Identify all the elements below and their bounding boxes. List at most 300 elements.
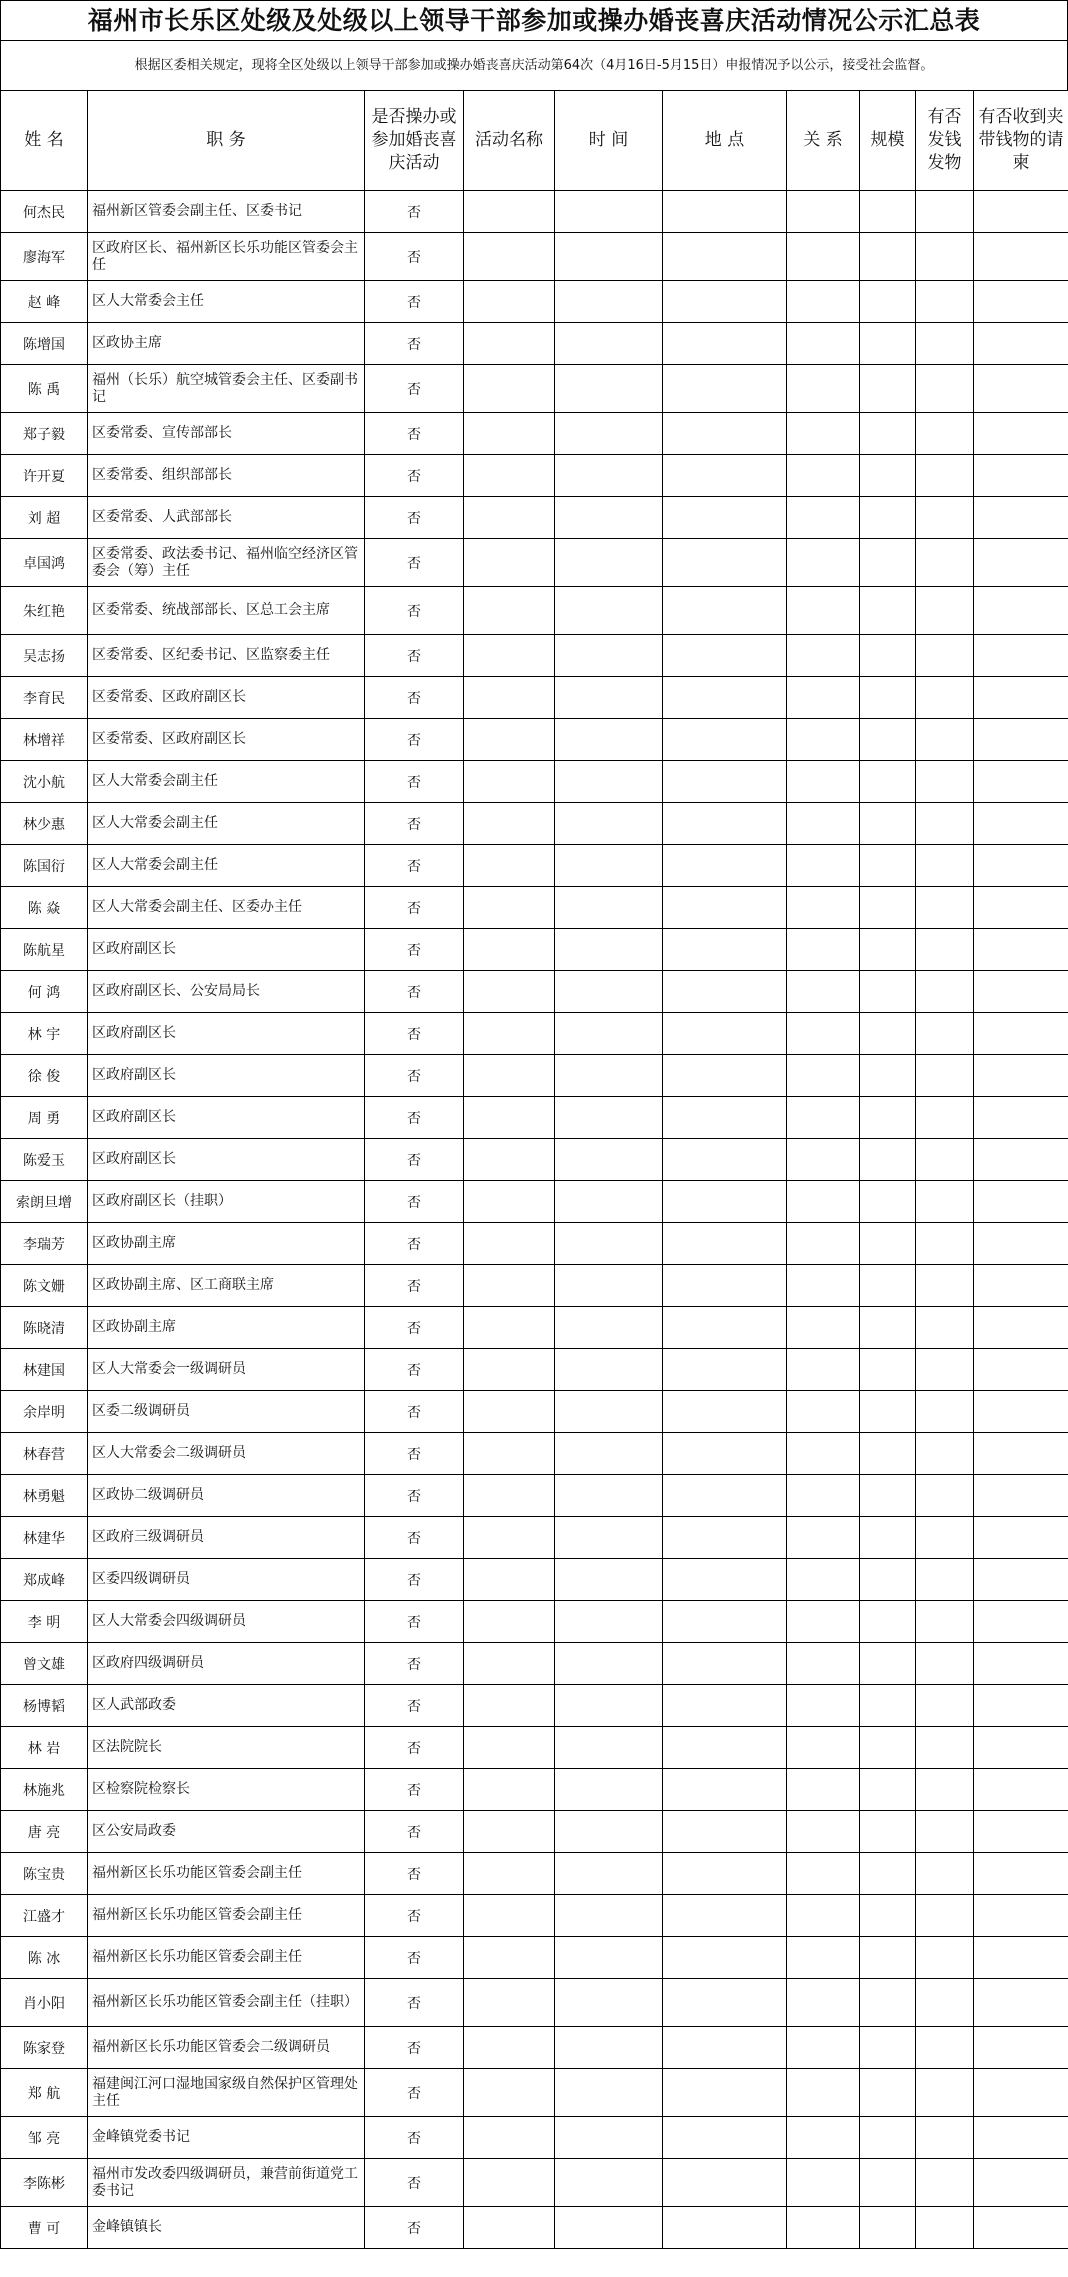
activity-name-cell	[464, 2069, 555, 2117]
header-relation: 关 系	[787, 91, 860, 191]
table-row	[1, 1139, 1068, 1181]
scale-cell	[860, 1727, 916, 1769]
position-cell: 福州（长乐）航空城管委会主任、区委副书记	[88, 365, 365, 413]
time-cell	[555, 1475, 663, 1517]
activity-name-cell	[464, 1811, 555, 1853]
header-invitation-money: 有否收到夹带钱物的请柬	[974, 91, 1068, 191]
header-gifts: 有否发钱发物	[916, 91, 974, 191]
location-cell	[663, 1559, 787, 1601]
location-cell	[663, 1181, 787, 1223]
time-cell	[555, 1937, 663, 1979]
gifts-cell	[916, 635, 974, 677]
table-row	[1, 2027, 1068, 2069]
invitation-money-cell	[974, 719, 1068, 761]
location-cell	[663, 2159, 787, 2207]
time-cell	[555, 191, 663, 233]
participation-status-cell: 否	[365, 497, 464, 539]
invitation-money-cell	[974, 845, 1068, 887]
time-cell	[555, 1013, 663, 1055]
invitation-money-cell	[974, 887, 1068, 929]
gifts-cell	[916, 1601, 974, 1643]
position-cell: 福州市发改委四级调研员，兼营前街道党工委书记	[88, 2159, 365, 2207]
table-row	[1, 1601, 1068, 1643]
scale-cell	[860, 1769, 916, 1811]
participation-status-cell: 否	[365, 1853, 464, 1895]
time-cell	[555, 1307, 663, 1349]
scale-cell	[860, 1979, 916, 2027]
header-participated: 是否操办或参加婚丧喜庆活动	[365, 91, 464, 191]
position-cell: 区人大常委会二级调研员	[88, 1433, 365, 1475]
person-name-cell: 廖海军	[1, 233, 88, 281]
scale-cell	[860, 281, 916, 323]
position-cell: 区委常委、区政府副区长	[88, 719, 365, 761]
relation-cell	[787, 413, 860, 455]
time-cell	[555, 2069, 663, 2117]
gifts-cell	[916, 1517, 974, 1559]
participation-status-cell: 否	[365, 281, 464, 323]
time-cell	[555, 971, 663, 1013]
scale-cell	[860, 1685, 916, 1727]
invitation-money-cell	[974, 929, 1068, 971]
scale-cell	[860, 1223, 916, 1265]
relation-cell	[787, 1559, 860, 1601]
gifts-cell	[916, 887, 974, 929]
participation-status-cell: 否	[365, 1265, 464, 1307]
position-cell: 区政府副区长	[88, 1013, 365, 1055]
gifts-cell	[916, 1013, 974, 1055]
activity-name-cell	[464, 233, 555, 281]
invitation-money-cell	[974, 1055, 1068, 1097]
location-cell	[663, 455, 787, 497]
time-cell	[555, 1139, 663, 1181]
gifts-cell	[916, 1937, 974, 1979]
location-cell	[663, 971, 787, 1013]
location-cell	[663, 497, 787, 539]
participation-status-cell: 否	[365, 845, 464, 887]
document-title: 福州市长乐区处级及处级以上领导干部参加或操办婚丧喜庆活动情况公示汇总表	[0, 0, 1068, 40]
table-row	[1, 323, 1068, 365]
location-cell	[663, 929, 787, 971]
position-cell: 区委四级调研员	[88, 1559, 365, 1601]
activity-name-cell	[464, 719, 555, 761]
time-cell	[555, 1181, 663, 1223]
activity-name-cell	[464, 539, 555, 587]
participation-status-cell: 否	[365, 1769, 464, 1811]
participation-status-cell: 否	[365, 1937, 464, 1979]
relation-cell	[787, 365, 860, 413]
time-cell	[555, 281, 663, 323]
invitation-money-cell	[974, 1895, 1068, 1937]
invitation-money-cell	[974, 365, 1068, 413]
scale-cell	[860, 1643, 916, 1685]
scale-cell	[860, 365, 916, 413]
invitation-money-cell	[974, 413, 1068, 455]
relation-cell	[787, 845, 860, 887]
person-name-cell: 邹 亮	[1, 2117, 88, 2159]
table-body	[1, 191, 1068, 2249]
relation-cell	[787, 677, 860, 719]
invitation-money-cell	[974, 677, 1068, 719]
location-cell	[663, 1013, 787, 1055]
position-cell: 区人大常委会副主任	[88, 761, 365, 803]
scale-cell	[860, 929, 916, 971]
participation-status-cell: 否	[365, 1097, 464, 1139]
activity-name-cell	[464, 1349, 555, 1391]
gifts-cell	[916, 2069, 974, 2117]
relation-cell	[787, 2207, 860, 2249]
table-row	[1, 365, 1068, 413]
relation-cell	[787, 2027, 860, 2069]
gifts-cell	[916, 1895, 974, 1937]
relation-cell	[787, 1055, 860, 1097]
scale-cell	[860, 2207, 916, 2249]
gifts-cell	[916, 971, 974, 1013]
person-name-cell: 郑子毅	[1, 413, 88, 455]
relation-cell	[787, 455, 860, 497]
time-cell	[555, 1643, 663, 1685]
invitation-money-cell	[974, 803, 1068, 845]
participation-status-cell: 否	[365, 1643, 464, 1685]
gifts-cell	[916, 1307, 974, 1349]
gifts-cell	[916, 677, 974, 719]
relation-cell	[787, 1097, 860, 1139]
person-name-cell: 徐 俊	[1, 1055, 88, 1097]
position-cell: 福州新区长乐功能区管委会副主任	[88, 1853, 365, 1895]
summary-table	[0, 90, 1068, 2249]
activity-name-cell	[464, 2159, 555, 2207]
person-name-cell: 林 岩	[1, 1727, 88, 1769]
relation-cell	[787, 803, 860, 845]
time-cell	[555, 497, 663, 539]
scale-cell	[860, 845, 916, 887]
table-row	[1, 1013, 1068, 1055]
scale-cell	[860, 1055, 916, 1097]
position-cell: 区法院院长	[88, 1727, 365, 1769]
table-row	[1, 539, 1068, 587]
participation-status-cell: 否	[365, 1013, 464, 1055]
invitation-money-cell	[974, 635, 1068, 677]
relation-cell	[787, 2117, 860, 2159]
time-cell	[555, 587, 663, 635]
relation-cell	[787, 2069, 860, 2117]
relation-cell	[787, 1349, 860, 1391]
time-cell	[555, 455, 663, 497]
relation-cell	[787, 539, 860, 587]
notice-text: 根据区委相关规定，现将全区处级以上领导干部参加或操办婚丧喜庆活动第64次（4月16日-5月15日）申报情况予以公示，接受社会监督。	[0, 40, 1068, 90]
position-cell: 区委常委、区政府副区长	[88, 677, 365, 719]
position-cell: 区检察院检察长	[88, 1769, 365, 1811]
location-cell	[663, 1811, 787, 1853]
scale-cell	[860, 413, 916, 455]
gifts-cell	[916, 1643, 974, 1685]
activity-name-cell	[464, 971, 555, 1013]
activity-name-cell	[464, 365, 555, 413]
invitation-money-cell	[974, 1391, 1068, 1433]
scale-cell	[860, 887, 916, 929]
table-row	[1, 803, 1068, 845]
header-activity-name: 活动名称	[464, 91, 555, 191]
location-cell	[663, 1475, 787, 1517]
relation-cell	[787, 281, 860, 323]
scale-cell	[860, 1811, 916, 1853]
person-name-cell: 曾文雄	[1, 1643, 88, 1685]
invitation-money-cell	[974, 1433, 1068, 1475]
invitation-money-cell	[974, 1349, 1068, 1391]
time-cell	[555, 1979, 663, 2027]
gifts-cell	[916, 281, 974, 323]
position-cell: 区委二级调研员	[88, 1391, 365, 1433]
invitation-money-cell	[974, 2159, 1068, 2207]
scale-cell	[860, 455, 916, 497]
location-cell	[663, 1769, 787, 1811]
activity-name-cell	[464, 1265, 555, 1307]
location-cell	[663, 845, 787, 887]
relation-cell	[787, 1013, 860, 1055]
table-row	[1, 2159, 1068, 2207]
person-name-cell: 吴志扬	[1, 635, 88, 677]
person-name-cell: 陈宝贵	[1, 1853, 88, 1895]
person-name-cell: 朱红艳	[1, 587, 88, 635]
location-cell	[663, 1139, 787, 1181]
invitation-money-cell	[974, 1559, 1068, 1601]
participation-status-cell: 否	[365, 1601, 464, 1643]
relation-cell	[787, 323, 860, 365]
person-name-cell: 陈家登	[1, 2027, 88, 2069]
person-name-cell: 何 鸿	[1, 971, 88, 1013]
scale-cell	[860, 1097, 916, 1139]
participation-status-cell: 否	[365, 1517, 464, 1559]
gifts-cell	[916, 455, 974, 497]
scale-cell	[860, 1895, 916, 1937]
gifts-cell	[916, 1475, 974, 1517]
person-name-cell: 李瑞芳	[1, 1223, 88, 1265]
relation-cell	[787, 1223, 860, 1265]
position-cell: 区政府副区长、公安局局长	[88, 971, 365, 1013]
position-cell: 区政协副主席、区工商联主席	[88, 1265, 365, 1307]
gifts-cell	[916, 1559, 974, 1601]
relation-cell	[787, 587, 860, 635]
time-cell	[555, 2027, 663, 2069]
location-cell	[663, 2117, 787, 2159]
scale-cell	[860, 539, 916, 587]
scale-cell	[860, 1139, 916, 1181]
position-cell: 区人大常委会四级调研员	[88, 1601, 365, 1643]
activity-name-cell	[464, 413, 555, 455]
header-name: 姓 名	[1, 91, 88, 191]
activity-name-cell	[464, 1559, 555, 1601]
relation-cell	[787, 1853, 860, 1895]
location-cell	[663, 587, 787, 635]
location-cell	[663, 281, 787, 323]
participation-status-cell: 否	[365, 677, 464, 719]
activity-name-cell	[464, 803, 555, 845]
person-name-cell: 唐 亮	[1, 1811, 88, 1853]
position-cell: 区人大常委会主任	[88, 281, 365, 323]
gifts-cell	[916, 191, 974, 233]
person-name-cell: 林 宇	[1, 1013, 88, 1055]
table-row	[1, 761, 1068, 803]
position-cell: 区委常委、组织部部长	[88, 455, 365, 497]
invitation-money-cell	[974, 2207, 1068, 2249]
participation-status-cell: 否	[365, 1349, 464, 1391]
person-name-cell: 林增祥	[1, 719, 88, 761]
location-cell	[663, 413, 787, 455]
location-cell	[663, 2027, 787, 2069]
table-row	[1, 233, 1068, 281]
person-name-cell: 林勇魁	[1, 1475, 88, 1517]
time-cell	[555, 761, 663, 803]
position-cell: 区委常委、人武部部长	[88, 497, 365, 539]
person-name-cell: 林少惠	[1, 803, 88, 845]
location-cell	[663, 2207, 787, 2249]
gifts-cell	[916, 1181, 974, 1223]
time-cell	[555, 1853, 663, 1895]
location-cell	[663, 1643, 787, 1685]
activity-name-cell	[464, 2117, 555, 2159]
scale-cell	[860, 1391, 916, 1433]
gifts-cell	[916, 2117, 974, 2159]
scale-cell	[860, 719, 916, 761]
position-cell: 区委常委、统战部部长、区总工会主席	[88, 587, 365, 635]
time-cell	[555, 1223, 663, 1265]
location-cell	[663, 719, 787, 761]
time-cell	[555, 1895, 663, 1937]
activity-name-cell	[464, 1517, 555, 1559]
time-cell	[555, 1769, 663, 1811]
activity-name-cell	[464, 845, 555, 887]
scale-cell	[860, 1559, 916, 1601]
person-name-cell: 陈爱玉	[1, 1139, 88, 1181]
time-cell	[555, 1685, 663, 1727]
gifts-cell	[916, 929, 974, 971]
relation-cell	[787, 1895, 860, 1937]
position-cell: 区政府四级调研员	[88, 1643, 365, 1685]
person-name-cell: 何杰民	[1, 191, 88, 233]
table-row	[1, 1559, 1068, 1601]
participation-status-cell: 否	[365, 1223, 464, 1265]
time-cell	[555, 1727, 663, 1769]
person-name-cell: 林春营	[1, 1433, 88, 1475]
relation-cell	[787, 1643, 860, 1685]
relation-cell	[787, 929, 860, 971]
position-cell: 区公安局政委	[88, 1811, 365, 1853]
gifts-cell	[916, 761, 974, 803]
gifts-cell	[916, 587, 974, 635]
relation-cell	[787, 1139, 860, 1181]
activity-name-cell	[464, 455, 555, 497]
time-cell	[555, 1517, 663, 1559]
location-cell	[663, 803, 787, 845]
person-name-cell: 陈晓清	[1, 1307, 88, 1349]
table-row	[1, 1097, 1068, 1139]
invitation-money-cell	[974, 1643, 1068, 1685]
table-row	[1, 1475, 1068, 1517]
location-cell	[663, 323, 787, 365]
invitation-money-cell	[974, 539, 1068, 587]
person-name-cell: 沈小航	[1, 761, 88, 803]
relation-cell	[787, 971, 860, 1013]
time-cell	[555, 719, 663, 761]
activity-name-cell	[464, 635, 555, 677]
location-cell	[663, 1853, 787, 1895]
participation-status-cell: 否	[365, 2117, 464, 2159]
scale-cell	[860, 1433, 916, 1475]
scale-cell	[860, 1853, 916, 1895]
relation-cell	[787, 1433, 860, 1475]
gifts-cell	[916, 719, 974, 761]
relation-cell	[787, 1979, 860, 2027]
position-cell: 福州新区长乐功能区管委会副主任	[88, 1937, 365, 1979]
gifts-cell	[916, 803, 974, 845]
scale-cell	[860, 635, 916, 677]
invitation-money-cell	[974, 233, 1068, 281]
table-row	[1, 929, 1068, 971]
invitation-money-cell	[974, 1937, 1068, 1979]
table-row	[1, 1643, 1068, 1685]
position-cell: 区人大常委会副主任	[88, 803, 365, 845]
person-name-cell: 刘 超	[1, 497, 88, 539]
participation-status-cell: 否	[365, 1391, 464, 1433]
activity-name-cell	[464, 1097, 555, 1139]
position-cell: 区政府副区长	[88, 1139, 365, 1181]
invitation-money-cell	[974, 191, 1068, 233]
location-cell	[663, 1895, 787, 1937]
location-cell	[663, 635, 787, 677]
person-name-cell: 陈 焱	[1, 887, 88, 929]
header-time: 时 间	[555, 91, 663, 191]
person-name-cell: 林建华	[1, 1517, 88, 1559]
table-row	[1, 1769, 1068, 1811]
position-cell: 金峰镇党委书记	[88, 2117, 365, 2159]
time-cell	[555, 1265, 663, 1307]
position-cell: 福州新区长乐功能区管委会副主任（挂职）	[88, 1979, 365, 2027]
invitation-money-cell	[974, 1223, 1068, 1265]
scale-cell	[860, 1601, 916, 1643]
activity-name-cell	[464, 1727, 555, 1769]
relation-cell	[787, 635, 860, 677]
invitation-money-cell	[974, 2069, 1068, 2117]
time-cell	[555, 1601, 663, 1643]
invitation-money-cell	[974, 1139, 1068, 1181]
time-cell	[555, 233, 663, 281]
position-cell: 区委常委、政法委书记、福州临空经济区管委会（筹）主任	[88, 539, 365, 587]
table-row	[1, 719, 1068, 761]
table-row	[1, 1685, 1068, 1727]
invitation-money-cell	[974, 1517, 1068, 1559]
gifts-cell	[916, 365, 974, 413]
relation-cell	[787, 191, 860, 233]
invitation-money-cell	[974, 1979, 1068, 2027]
table-row	[1, 1811, 1068, 1853]
participation-status-cell: 否	[365, 1433, 464, 1475]
invitation-money-cell	[974, 971, 1068, 1013]
participation-status-cell: 否	[365, 1307, 464, 1349]
table-row	[1, 281, 1068, 323]
gifts-cell	[916, 845, 974, 887]
activity-name-cell	[464, 929, 555, 971]
invitation-money-cell	[974, 1685, 1068, 1727]
person-name-cell: 陈增国	[1, 323, 88, 365]
position-cell: 福州新区长乐功能区管委会副主任	[88, 1895, 365, 1937]
location-cell	[663, 1223, 787, 1265]
person-name-cell: 赵 峰	[1, 281, 88, 323]
table-row	[1, 887, 1068, 929]
activity-name-cell	[464, 1433, 555, 1475]
person-name-cell: 李 明	[1, 1601, 88, 1643]
position-cell: 区委常委、区纪委书记、区监察委主任	[88, 635, 365, 677]
invitation-money-cell	[974, 1475, 1068, 1517]
activity-name-cell	[464, 191, 555, 233]
